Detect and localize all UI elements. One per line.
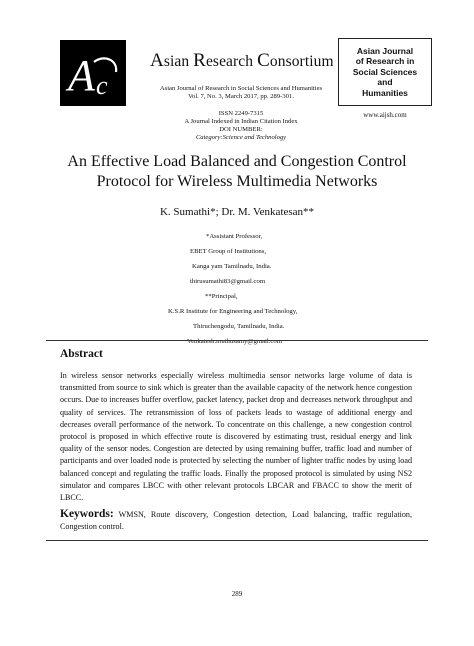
category: Category:Science and Technology — [195, 134, 287, 141]
journal-website-link[interactable]: www.aijsh.com — [363, 111, 407, 119]
badge-line: of Research in — [355, 56, 415, 67]
publisher-name: Asian Research Consortium — [150, 50, 334, 71]
badge-line: and — [377, 77, 393, 88]
journal-name: Asian Journal of Research in Social Sciences and Humanities — [159, 85, 323, 92]
page-number: 289 — [231, 590, 243, 598]
keywords-text: WMSN, Route discovery, Congestion detection, Load balancing, traffic regulation, Congestion control. — [60, 510, 412, 532]
badge-line: Asian Journal — [356, 45, 414, 56]
abstract-heading: Abstract — [60, 348, 103, 360]
issn: ISSN 2249-7315 — [218, 110, 264, 117]
doi-label: DOI NUMBER: — [219, 126, 263, 133]
affiliation-line: Thiruchengodu, Tamilnadu, India. — [193, 322, 285, 330]
svg-text:c: c — [96, 71, 108, 100]
journal-citation — [150, 85, 332, 101]
divider — [46, 540, 428, 541]
keywords — [60, 508, 412, 533]
affiliation-line: Kanga yam Tamilnadu, India. — [192, 262, 272, 270]
journal-badge — [338, 38, 432, 106]
arc-logo-icon — [64, 44, 122, 102]
keywords-label: Keywords: — [60, 508, 114, 520]
publisher-logo — [60, 40, 126, 106]
badge-line: Social Sciences — [352, 66, 418, 77]
abstract-body: In wireless sensor networks especially wireless multimedia sensor networks large volume of data is transmitted from source to sink which is greater than the available capacity of the network hence congestion occurs. Due to increases buffer overflow, packet latency, packet drop and decreases network throughput and quality of services. The retransmission of loss of packets leads to wastage of additional energy and decreases overall performance of the network. To concentrate on this challenge, a new congestion control protocol is proposed in which effective route is discovered by estimating trust, residual energy and link quality of the sensor nodes. Congestion are detected by using remaining buffer, traffic load and number of participants and over loaded node is protected by selecting the number of lighter traffic nodes by using load balanced concept and regulating the traffic loads. Finally the proposed protocol is simulated by using NS2 simulator and compares LBCC with other relevant protocols LBCAR and FBACC to show the merit of LBCC. — [60, 371, 412, 503]
article-title — [46, 152, 428, 191]
author-email[interactable]: thirusumathi83@gmail.com — [190, 277, 266, 285]
affiliations — [150, 233, 350, 353]
svg-text:A: A — [68, 51, 95, 100]
title-line: Protocol for Wireless Multimedia Networks — [96, 172, 378, 190]
affiliation-line: *Assistant Professor, — [206, 233, 263, 240]
index-note: A Journal Indexed in Indian Citation Index — [184, 118, 298, 125]
authors: K. Sumathi*; Dr. M. Venkatesan** — [159, 206, 315, 218]
issn-block — [150, 110, 332, 142]
badge-line: Humanities — [362, 87, 408, 98]
affiliation-line: **Principal, — [205, 292, 238, 300]
volume-line: Vol. 7, No. 3, March 2017, pp. 289-301. — [188, 93, 294, 101]
author-email[interactable]: Venkatesh.muthusamy@gmail.com — [187, 337, 282, 345]
divider — [46, 340, 428, 341]
affiliation-line: EBET Group of Institutions, — [190, 247, 267, 255]
title-line: An Effective Load Balanced and Congestion Control — [67, 153, 407, 170]
affiliation-line: K.S.R Institute for Engineering and Technology, — [168, 307, 298, 315]
